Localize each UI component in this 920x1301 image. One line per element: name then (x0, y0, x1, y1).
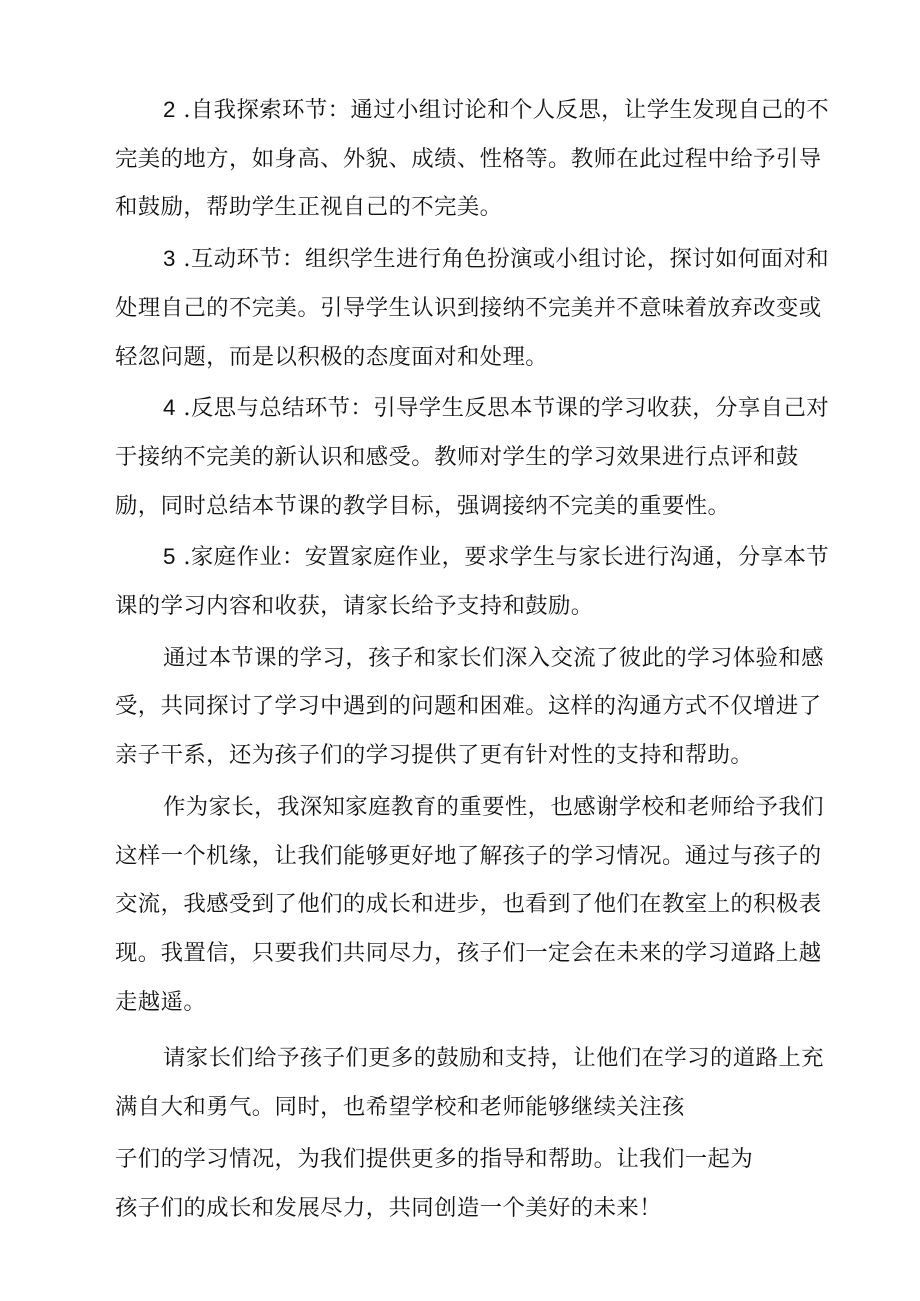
paragraph-step-4 (115, 384, 835, 530)
paragraph-text: 作为家长，我深知家庭教育的重要性，也感谢学校和老师给予我们这样一个机缘，让我们能够更好地了解孩子的学习情况。通过与孩子的交流，我感受到了他们的成长和进步，也看到了他们在教室上的积极表现。我置信，只要我们共同尽力，孩子们一定会在未来的学习道路上越走越遥。 (115, 793, 824, 1015)
document-body (115, 86, 835, 1233)
step-number: 2 (163, 97, 176, 122)
paragraph-text: .互动环节：组织学生进行角色扮演或小组讨论，探讨如何面对和处理自己的不完美。引导学生认识到接纳不完美并不意味着放弃改变或轻忽问题，而是以积极的态度面对和处理。 (115, 246, 830, 370)
closing-line-1 (115, 1135, 835, 1184)
paragraph-parent-view (115, 783, 835, 1027)
paragraph-text: .家庭作业：安置家庭作业，要求学生与家长进行沟通，分享本节课的学习内容和收获，请家长给予支持和鼓励。 (115, 544, 830, 620)
paragraph-text: .自我探索环节：通过小组讨论和个人反思，让学生发现自己的不完美的地方，如身高、外貌、成绩、性格等。教师在此过程中给予引导和鼓励，帮助学生正视自己的不完美。 (115, 97, 830, 221)
paragraph-reflection (115, 634, 835, 780)
paragraph-step-3 (115, 235, 835, 381)
paragraph-text: 孩子们的成长和发展尽力，共同创造一个美好的未来！ (115, 1195, 662, 1222)
paragraph-text: 通过本节课的学习，孩子和家长们深入交流了彼此的学习体验和感受，共同探讨了学习中遇到的问题和困难。这样的沟通方式不仅增进了亲子干系，还为孩子们的学习提供了更有针对性的支持和帮助。 (115, 644, 824, 769)
step-number: 5 (163, 544, 176, 570)
closing-line-2 (115, 1184, 835, 1233)
step-number: 3 (163, 246, 176, 272)
paragraph-text: 请家长们给予孩子们更多的鼓励和支持，让他们在学习的道路上充满自大和勇气。同时，也希望学校和老师能够继续关注孩 (115, 1045, 824, 1121)
paragraph-text: .反思与总结环节：引导学生反思本节课的学习收获，分享自己对于接纳不完美的新认识和感受。教师对学生的学习效果进行点评和鼓励，同时总结本节课的教学目标，强调接纳不完美的重要性。 (115, 395, 830, 519)
step-number: 4 (163, 395, 176, 421)
paragraph-step-2 (115, 86, 835, 232)
paragraph-closing (115, 1034, 835, 1131)
paragraph-step-5 (115, 533, 835, 630)
paragraph-text: 子们的学习情况，为我们提供更多的指导和帮助。让我们一起为 (115, 1145, 754, 1172)
